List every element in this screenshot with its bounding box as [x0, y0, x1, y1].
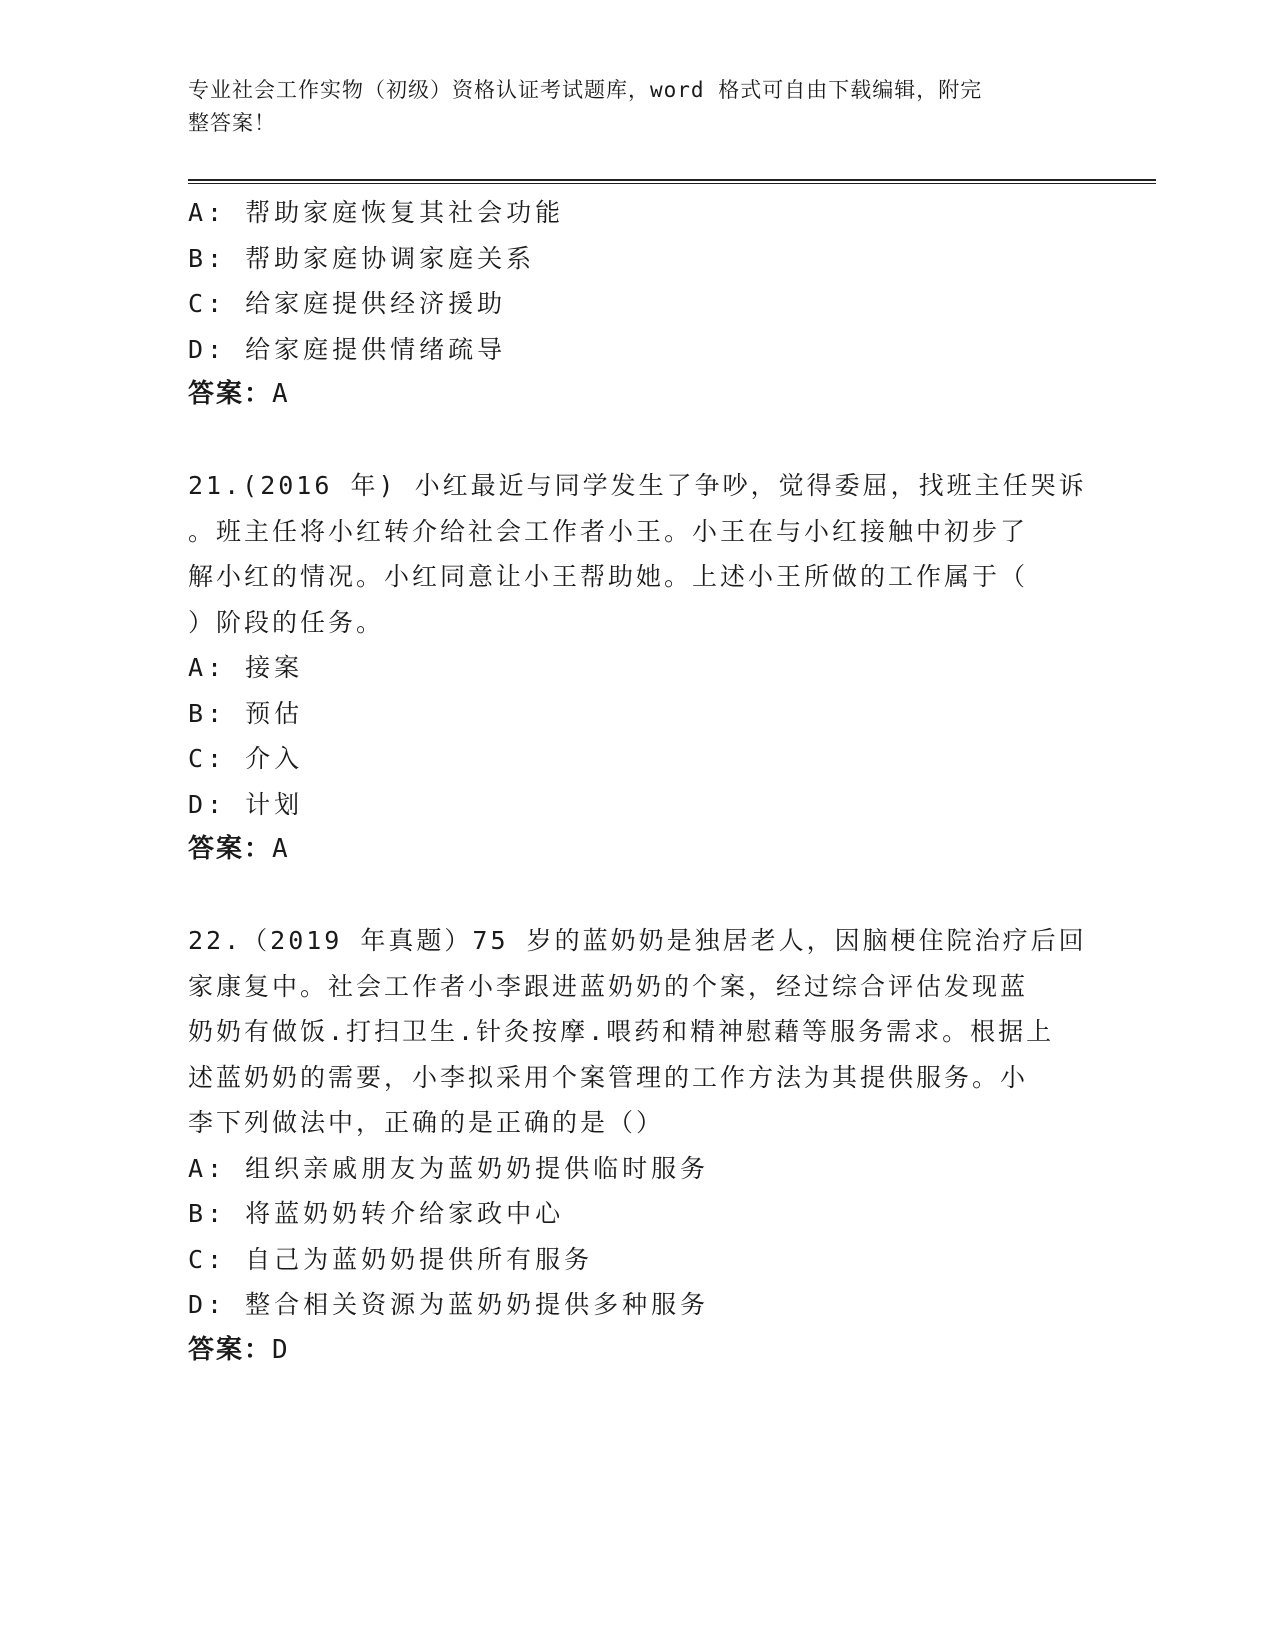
question-21: [188, 463, 1088, 873]
option-a: A: 组织亲戚朋友为蓝奶奶提供临时服务: [188, 1153, 710, 1183]
answer-line: [188, 827, 1088, 873]
answer-line: [188, 1328, 1088, 1374]
option-a: A: 帮助家庭恢复其社会功能: [188, 198, 565, 227]
stem-line: 李下列做法中，正确的是正确的是（）: [188, 1108, 665, 1137]
answer-label: 答案：: [188, 379, 273, 409]
page-header: [188, 74, 1088, 140]
option-a: A: 接案: [188, 653, 304, 682]
answer-value: A: [272, 834, 290, 864]
header-line-2: 整答案！: [188, 111, 276, 135]
header-line-1: 专业社会工作实物（初级）资格认证考试题库，word 格式可自由下载编辑，附完: [188, 78, 983, 102]
option-d: D: 给家庭提供情绪疏导: [188, 334, 507, 364]
question-22: [188, 918, 1088, 1373]
answer-value: D: [272, 1334, 290, 1365]
option-d: D: 整合相关资源为蓝奶奶提供多种服务: [188, 1290, 710, 1319]
question-stem: [188, 918, 1088, 1146]
question-stem: [188, 463, 1088, 645]
stem-line: 22.（2019 年真题）75 岁的蓝奶奶是独居老人，因脑梗住院治疗后回: [188, 926, 1087, 955]
option-b: B: 帮助家庭协调家庭关系: [188, 243, 536, 273]
option-c: C: 给家庭提供经济援助: [188, 289, 507, 318]
option-b: B: 预估: [188, 698, 304, 728]
stem-line: 述蓝奶奶的需要，小李拟采用个案管理的工作方法为其提供服务。小: [188, 1062, 1029, 1092]
option-d: D: 计划: [188, 789, 304, 819]
stem-line: 奶奶有做饭.打扫卫生.针灸按摩.喂药和精神慰藉等服务需求。根据上: [188, 1017, 1055, 1046]
stem-line: 解小红的情况。小红同意让小王帮助她。上述小王所做的工作属于（: [188, 562, 1029, 591]
spacer: [188, 418, 1088, 464]
question-20: [188, 190, 1088, 418]
stem-line: 21.(2016 年) 小红最近与同学发生了争吵，觉得委屈，找班主任哭诉: [188, 471, 1087, 500]
header-divider: [188, 179, 1156, 184]
option-c: C: 介入: [188, 744, 304, 773]
spacer: [188, 873, 1088, 919]
document-body: [188, 190, 1088, 1373]
answer-value: A: [272, 379, 290, 409]
stem-line: 家康复中。社会工作者小李跟进蓝奶奶的个案，经过综合评估发现蓝: [188, 971, 1029, 1001]
answer-line: [188, 372, 1088, 418]
answer-label: 答案：: [188, 1334, 273, 1365]
option-b: B: 将蓝奶奶转介给家政中心: [188, 1199, 565, 1228]
stem-line: ）阶段的任务。: [188, 607, 385, 637]
answer-label: 答案：: [188, 834, 273, 864]
option-c: C: 自己为蓝奶奶提供所有服务: [188, 1244, 594, 1274]
stem-line: 。班主任将小红转介给社会工作者小王。小王在与小红接触中初步了: [188, 516, 1029, 546]
